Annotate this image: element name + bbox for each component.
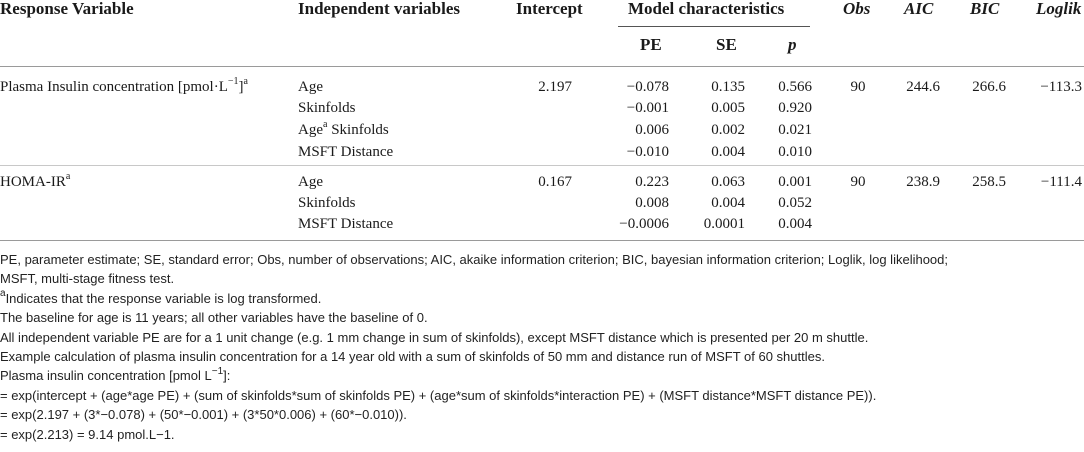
obs-value: 90 — [850, 79, 866, 95]
obs-value: 90 — [850, 174, 866, 190]
loglik-value: −111.4 — [1040, 174, 1082, 190]
table-footnotes — [0, 250, 1084, 444]
pe-value: −0.0006 — [619, 216, 669, 232]
header-independent-variables: Independent variables — [298, 0, 460, 18]
var-age: Age — [298, 79, 323, 95]
group-divider — [0, 165, 1084, 166]
se-value: 0.135 — [711, 79, 745, 95]
plasma-label: Plasma insulin concentration [pmol $L^{-1}$]: — [0, 366, 231, 384]
p-value: 0.010 — [778, 144, 812, 160]
aic-value: 244.6 — [906, 79, 940, 95]
log-transform-footnote: $^a$Indicates that the response variable is log transformed. — [0, 288, 322, 306]
header-intercept: Intercept — [516, 0, 583, 18]
response-homa-ir: HOMA-$IR^a$ — [0, 171, 71, 190]
header-response-variable: Response Variable — [0, 0, 134, 18]
se-value: 0.002 — [711, 122, 745, 138]
bic-value: 258.5 — [972, 174, 1006, 190]
p-value: 0.566 — [778, 79, 812, 95]
p-value: 0.920 — [778, 100, 812, 116]
var-age-skinfolds: Age$^a$ Skinfolds — [298, 119, 389, 138]
baseline-note: The baseline for age is 11 years; all other variables have the baseline of 0. — [0, 310, 428, 326]
formula-result: = exp(2.213) = 9.14 pmol.L−1. — [0, 426, 175, 442]
intercept-value: 0.167 — [538, 174, 572, 190]
response-plasma-insulin: Plasma Insulin concentration $[pmol\cdot L^{-1}]^a$ — [0, 76, 248, 95]
se-value: 0.063 — [711, 174, 745, 190]
abbreviations-line-2: MSFT, multi-stage fitness test. — [0, 271, 175, 287]
example-note: Example calculation of plasma insulin concentration for a 14 year old with a sum of skinfolds of 50 mm and distance run of MSFT of 60 shuttles. — [0, 349, 825, 365]
header-model-characteristics: Model characteristics — [628, 0, 785, 18]
header-divider — [0, 66, 1084, 67]
pe-value: −0.001 — [626, 100, 669, 116]
var-skinfolds: Skinfolds — [298, 195, 356, 211]
p-value: 0.052 — [778, 195, 812, 211]
pe-value: 0.008 — [635, 195, 669, 211]
pe-unit-note: All independent variable PE are for a 1 unit change (e.g. 1 mm change in sum of skinfolds), except MSFT distance which is presented per 20 m shuttle. — [0, 329, 869, 345]
se-value: 0.004 — [711, 195, 745, 211]
header-loglik: Loglik — [1036, 0, 1082, 18]
formula-general: = exp(intercept + (age*age PE) + (sum of skinfolds*sum of skinfolds PE) + (age*sum of skinfolds*interaction PE) + (MSFT distance*MSFT distance PE)). — [0, 387, 877, 403]
pe-value: 0.223 — [635, 174, 669, 190]
pe-value: −0.010 — [626, 144, 669, 160]
se-value: 0.004 — [711, 144, 745, 160]
formula-substituted: = exp(2.197 + (3*−0.078) + (50*−0.001) + (3*50*0.006) + (60*−0.010)). — [0, 407, 407, 423]
se-value: 0.0001 — [703, 216, 745, 232]
var-skinfolds: Skinfolds — [298, 100, 356, 116]
pe-value: 0.006 — [635, 122, 669, 138]
var-msft-distance: MSFT Distance — [298, 216, 394, 232]
header-se: SE — [716, 35, 737, 54]
header-bic: BIC — [970, 0, 1000, 18]
p-value: 0.021 — [778, 122, 812, 138]
loglik-value: −113.3 — [1040, 79, 1082, 95]
aic-value: 238.9 — [906, 174, 940, 190]
abbreviations-line-1: PE, parameter estimate; SE, standard error; Obs, number of observations; AIC, akaike information criterion; BIC, bayesian information criterion; Loglik, log likelihood; — [0, 252, 948, 267]
p-value: 0.004 — [778, 216, 812, 232]
se-value: 0.005 — [711, 100, 745, 116]
header-aic: AIC — [904, 0, 934, 18]
header-obs: Obs — [843, 0, 871, 18]
model-characteristics-underline — [618, 26, 810, 27]
header-pe: PE — [640, 35, 662, 54]
table-bottom-rule — [0, 240, 1084, 241]
var-age: Age — [298, 174, 323, 190]
header-p: p — [788, 35, 797, 54]
bic-value: 266.6 — [972, 79, 1006, 95]
p-value: 0.001 — [778, 174, 812, 190]
pe-value: −0.078 — [626, 79, 669, 95]
intercept-value: 2.197 — [538, 79, 572, 95]
var-msft-distance: MSFT Distance — [298, 144, 394, 160]
